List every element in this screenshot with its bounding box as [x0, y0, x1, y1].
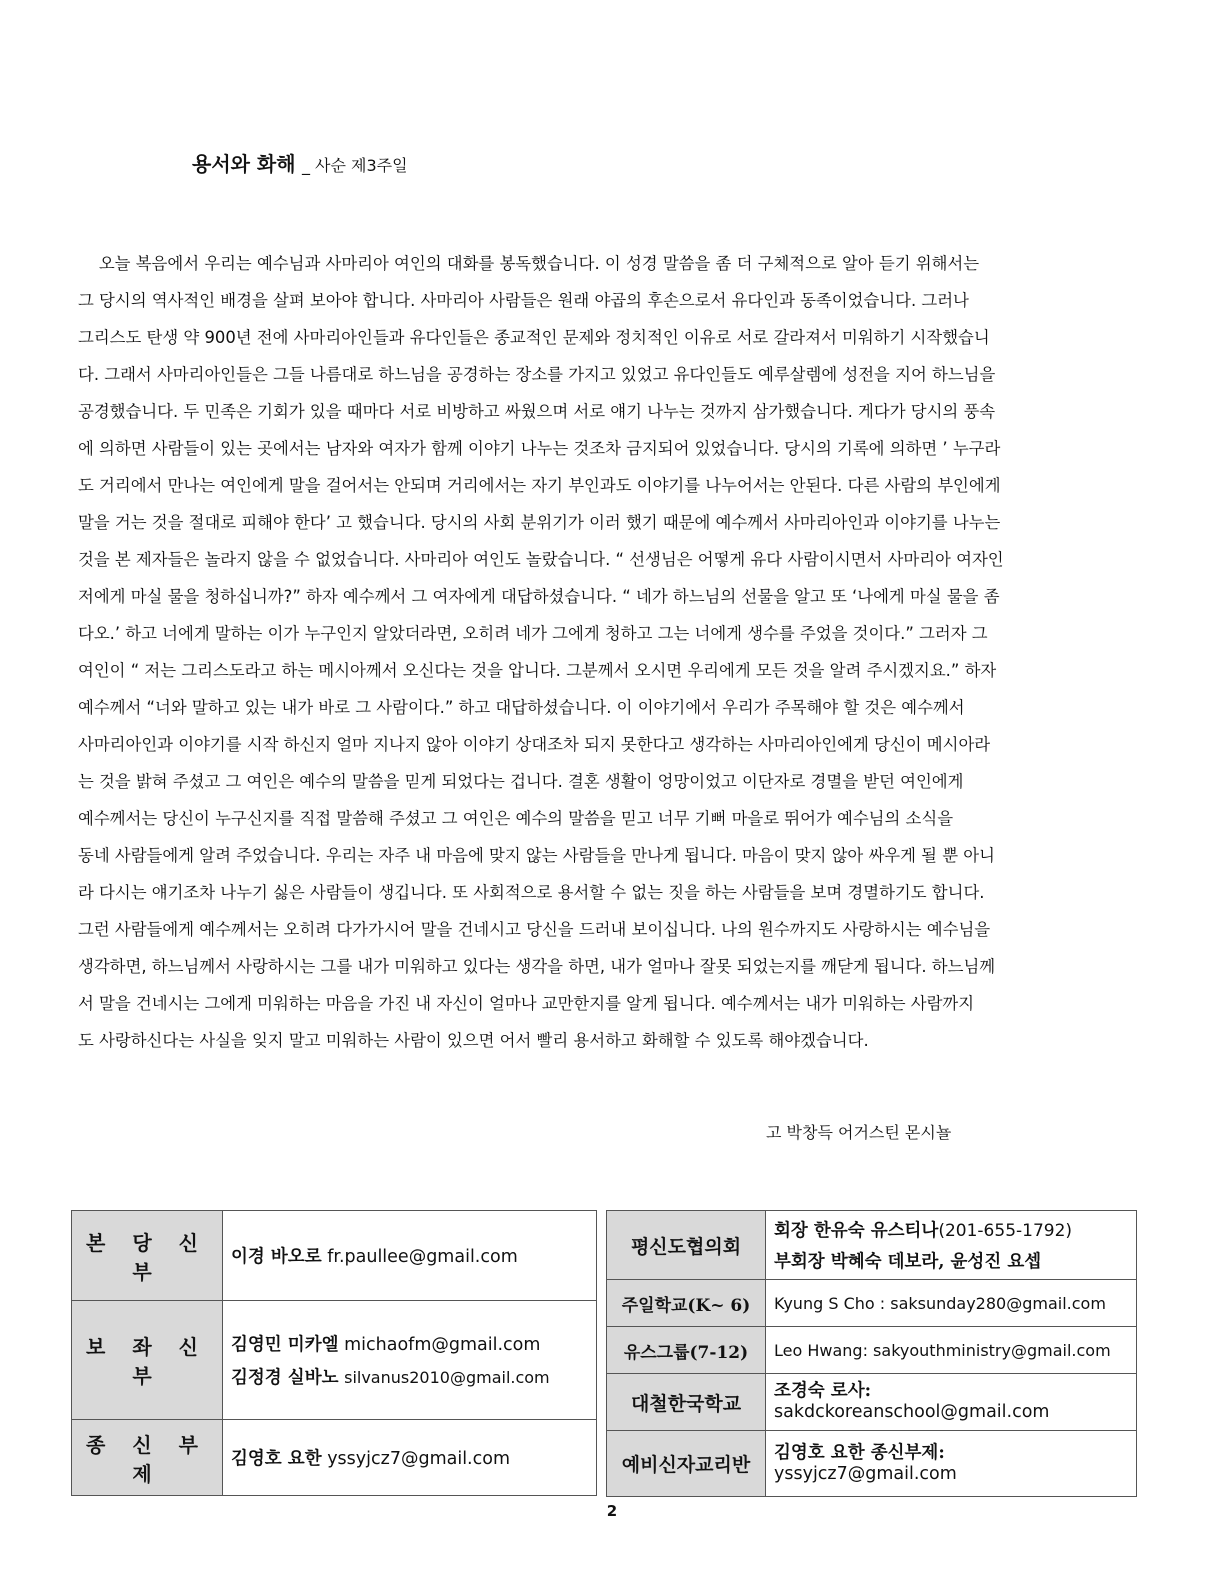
council-row-catechumen [607, 1431, 1137, 1497]
deacon-email[interactable]: yssyjcz7@gmail.com [327, 1449, 510, 1469]
pastor-contact [223, 1211, 597, 1301]
deacon-contact [223, 1420, 597, 1496]
sermon-line: 예수께서 “너와 말하고 있는 내가 바로 그 사람이다.” 하고 대답하셨습니다. 이 이야기에서 우리가 주목해야 할 것은 예수께서 [78, 698, 965, 717]
korean-school-name: 조경숙 로사: [774, 1381, 872, 1401]
title-main: 용서와 화해 [192, 152, 296, 176]
sermon-body [78, 250, 1138, 1064]
laity-label: 평신도협의회 [607, 1211, 766, 1280]
pastor-label: 본 당 신 부 [72, 1211, 223, 1301]
laity-line-2: 부회장 박혜숙 데보라, 윤성진 요셉 [774, 1252, 1042, 1272]
deacon-label: 종 신 부 제 [72, 1420, 223, 1496]
clergy-row-deacon [72, 1420, 597, 1496]
sermon-line: 그런 사람들에게 예수께서는 오히려 다가가시어 말을 건네시고 당신을 드러내 보이십니다. 나의 원수까지도 사랑하시는 예수님을 [78, 920, 991, 939]
clergy-table [71, 1210, 597, 1496]
assistant-entry [231, 1364, 588, 1389]
korean-school-email[interactable]: sakdckoreanschool@gmail.com [774, 1402, 1050, 1422]
youth-label: 유스그룹(7-12) [607, 1327, 766, 1374]
sermon-line: 생각하면, 하느님께서 사랑하시는 그를 내가 미워하고 있다는 생각을 하면, 내가 얼마나 잘못 되었는지를 깨닫게 됩니다. 하느님께 [78, 957, 996, 976]
assistants-contact [223, 1301, 597, 1420]
assistant-name: 김정경 실바노 [231, 1368, 339, 1388]
pastor-name: 이경 바오로 [231, 1247, 322, 1267]
sermon-line: 그리스도 탄생 약 900년 전에 사마리아인들과 유다인들은 종교적인 문제와 정치적인 이유로 서로 갈라져서 미워하기 시작했습니 [78, 328, 990, 347]
council-row-laity [607, 1211, 1137, 1280]
sermon-line: 말을 거는 것을 절대로 피해야 한다’ 고 했습니다. 당시의 사회 분위기가 이러 했기 때문에 예수께서 사마리아인과 이야기를 나누는 [78, 513, 1001, 532]
sermon-line: 는 것을 밝혀 주셨고 그 여인은 예수의 말씀을 믿게 되었다는 겁니다. 결혼 생활이 엉망이었고 이단자로 경멸을 받던 여인에게 [78, 772, 964, 791]
sermon-line: 동네 사람들에게 알려 주었습니다. 우리는 자주 내 마음에 맞지 않는 사람들을 만나게 됩니다. 마음이 맞지 않아 싸우게 될 뿐 아니 [78, 846, 995, 865]
assistant-email[interactable]: silvanus2010@gmail.com [344, 1368, 550, 1387]
youth-contact [766, 1327, 1137, 1374]
page-title [192, 148, 408, 177]
sermon-line: 공경했습니다. 두 민족은 기회가 있을 때마다 서로 비방하고 싸웠으며 서로 얘기 나누는 것까지 삼가했습니다. 게다가 당시의 풍속 [78, 402, 996, 421]
laity-line-1 [774, 1217, 1128, 1242]
council-row-korean-school [607, 1374, 1137, 1431]
page-number: 2 [606, 1502, 618, 1520]
sermon-line: 예수께서는 당신이 누구신지를 직접 말씀해 주셨고 그 여인은 예수의 말씀을 믿고 너무 기뻐 마을로 뛰어가 예수님의 소식을 [78, 809, 954, 828]
sermon-line: 에 의하면 사람들이 있는 곳에서는 남자와 여자가 함께 이야기 나누는 것조차 금지되어 있었습니다. 당시의 기록에 의하면 ’ 누구라 [78, 439, 1001, 458]
youth-email[interactable]: : sakyouthministry@gmail.com [862, 1340, 1111, 1360]
title-subtitle: _ 사순 제3주일 [301, 156, 408, 175]
sermon-line: 다. 그래서 사마리아인들은 그들 나름대로 하느님을 공경하는 장소를 가지고 있었고 유다인들도 예루살렘에 성전을 지어 하느님을 [78, 365, 996, 384]
sermon-line: 도 거리에서 만나는 여인에게 말을 걸어서는 안되며 거리에서는 자기 부인과도 이야기를 나누어서는 안된다. 다른 사람의 부인에게 [78, 476, 1001, 495]
clergy-row-pastor [72, 1211, 597, 1301]
sermon-line: 것을 본 제자들은 놀라지 않을 수 없었습니다. 사마리아 여인도 놀랐습니다. “ 선생님은 어떻게 유다 사람이시면서 사마리아 여자인 [78, 550, 1004, 569]
laity-president: 회장 한유숙 유스티나 [774, 1221, 939, 1241]
clergy-row-assistants [72, 1301, 597, 1420]
sermon-line: 저에게 마실 물을 청하십니까?” 하자 예수께서 그 여자에게 대답하셨습니다. “ 네가 하느님의 선물을 알고 또 ‘나에게 마실 물을 좀 [78, 587, 1000, 606]
korean-school-contact [766, 1374, 1137, 1431]
sermon-line: 서 말을 건네시는 그에게 미워하는 마음을 가진 내 자신이 얼마나 교만한지를 알게 됩니다. 예수께서는 내가 미워하는 사람까지 [78, 994, 975, 1013]
assistant-entry [231, 1331, 588, 1356]
korean-school-label: 대철한국학교 [607, 1374, 766, 1431]
council-row-youth [607, 1327, 1137, 1374]
catechumen-contact [766, 1431, 1137, 1497]
sermon-signature: 고 박창득 어거스틴 몬시뇰 [766, 1123, 952, 1142]
sermon-line: 오늘 복음에서 우리는 예수님과 사마리아 여인의 대화를 봉독했습니다. 이 성경 말씀을 좀 더 구체적으로 알아 듣기 위해서는 [78, 254, 980, 273]
councils-table [606, 1210, 1137, 1497]
sermon-line: 여인이 “ 저는 그리스도라고 하는 메시아께서 오신다는 것을 압니다. 그분께서 오시면 우리에게 모든 것을 알려 주시겠지요.” 하자 [78, 661, 997, 680]
deacon-name: 김영호 요한 [231, 1449, 322, 1469]
sermon-line: 도 사랑하신다는 사실을 잊지 말고 미워하는 사람이 있으면 어서 빨리 용서하고 화해할 수 있도록 해야겠습니다. [78, 1031, 869, 1050]
sunday-school-contact[interactable]: Kyung S Cho : saksunday280@gmail.com [766, 1280, 1137, 1327]
sunday-school-label: 주일학교(K~ 6) [607, 1280, 766, 1327]
assistants-label: 보 좌 신 부 [72, 1301, 223, 1420]
pastor-email[interactable]: fr.paullee@gmail.com [327, 1247, 518, 1267]
laity-contact [766, 1211, 1137, 1280]
council-row-sunday-school [607, 1280, 1137, 1327]
sermon-line: 다오.’ 하고 너에게 말하는 이가 누구인지 알았더라면, 오히려 네가 그에게 청하고 그는 너에게 생수를 주었을 것이다.” 그러자 그 [78, 624, 988, 643]
laity-phone: (201-655-1792) [938, 1221, 1073, 1241]
sermon-line: 사마리아인과 이야기를 시작 하신지 얼마 지나지 않아 이야기 상대조차 되지 못한다고 생각하는 사마리아인에게 당신이 메시아라 [78, 735, 991, 754]
catechumen-email[interactable]: yssyjcz7@gmail.com [774, 1463, 957, 1484]
assistant-email[interactable]: michaofm@gmail.com [344, 1335, 541, 1355]
assistant-name: 김영민 미카엘 [231, 1335, 339, 1355]
catechumen-name: 김영호 요한 종신부제: [774, 1442, 945, 1463]
catechumen-label: 예비신자교리반 [607, 1431, 766, 1497]
sermon-line: 라 다시는 얘기조차 나누기 싫은 사람들이 생깁니다. 또 사회적으로 용서할 수 없는 짓을 하는 사람들을 보며 경멸하기도 합니다. [78, 883, 985, 902]
sermon-line: 그 당시의 역사적인 배경을 살펴 보아야 합니다. 사마리아 사람들은 원래 야곱의 후손으로서 유다인과 동족이었습니다. 그러나 [78, 291, 969, 310]
youth-name: Leo Hwang [774, 1340, 863, 1360]
